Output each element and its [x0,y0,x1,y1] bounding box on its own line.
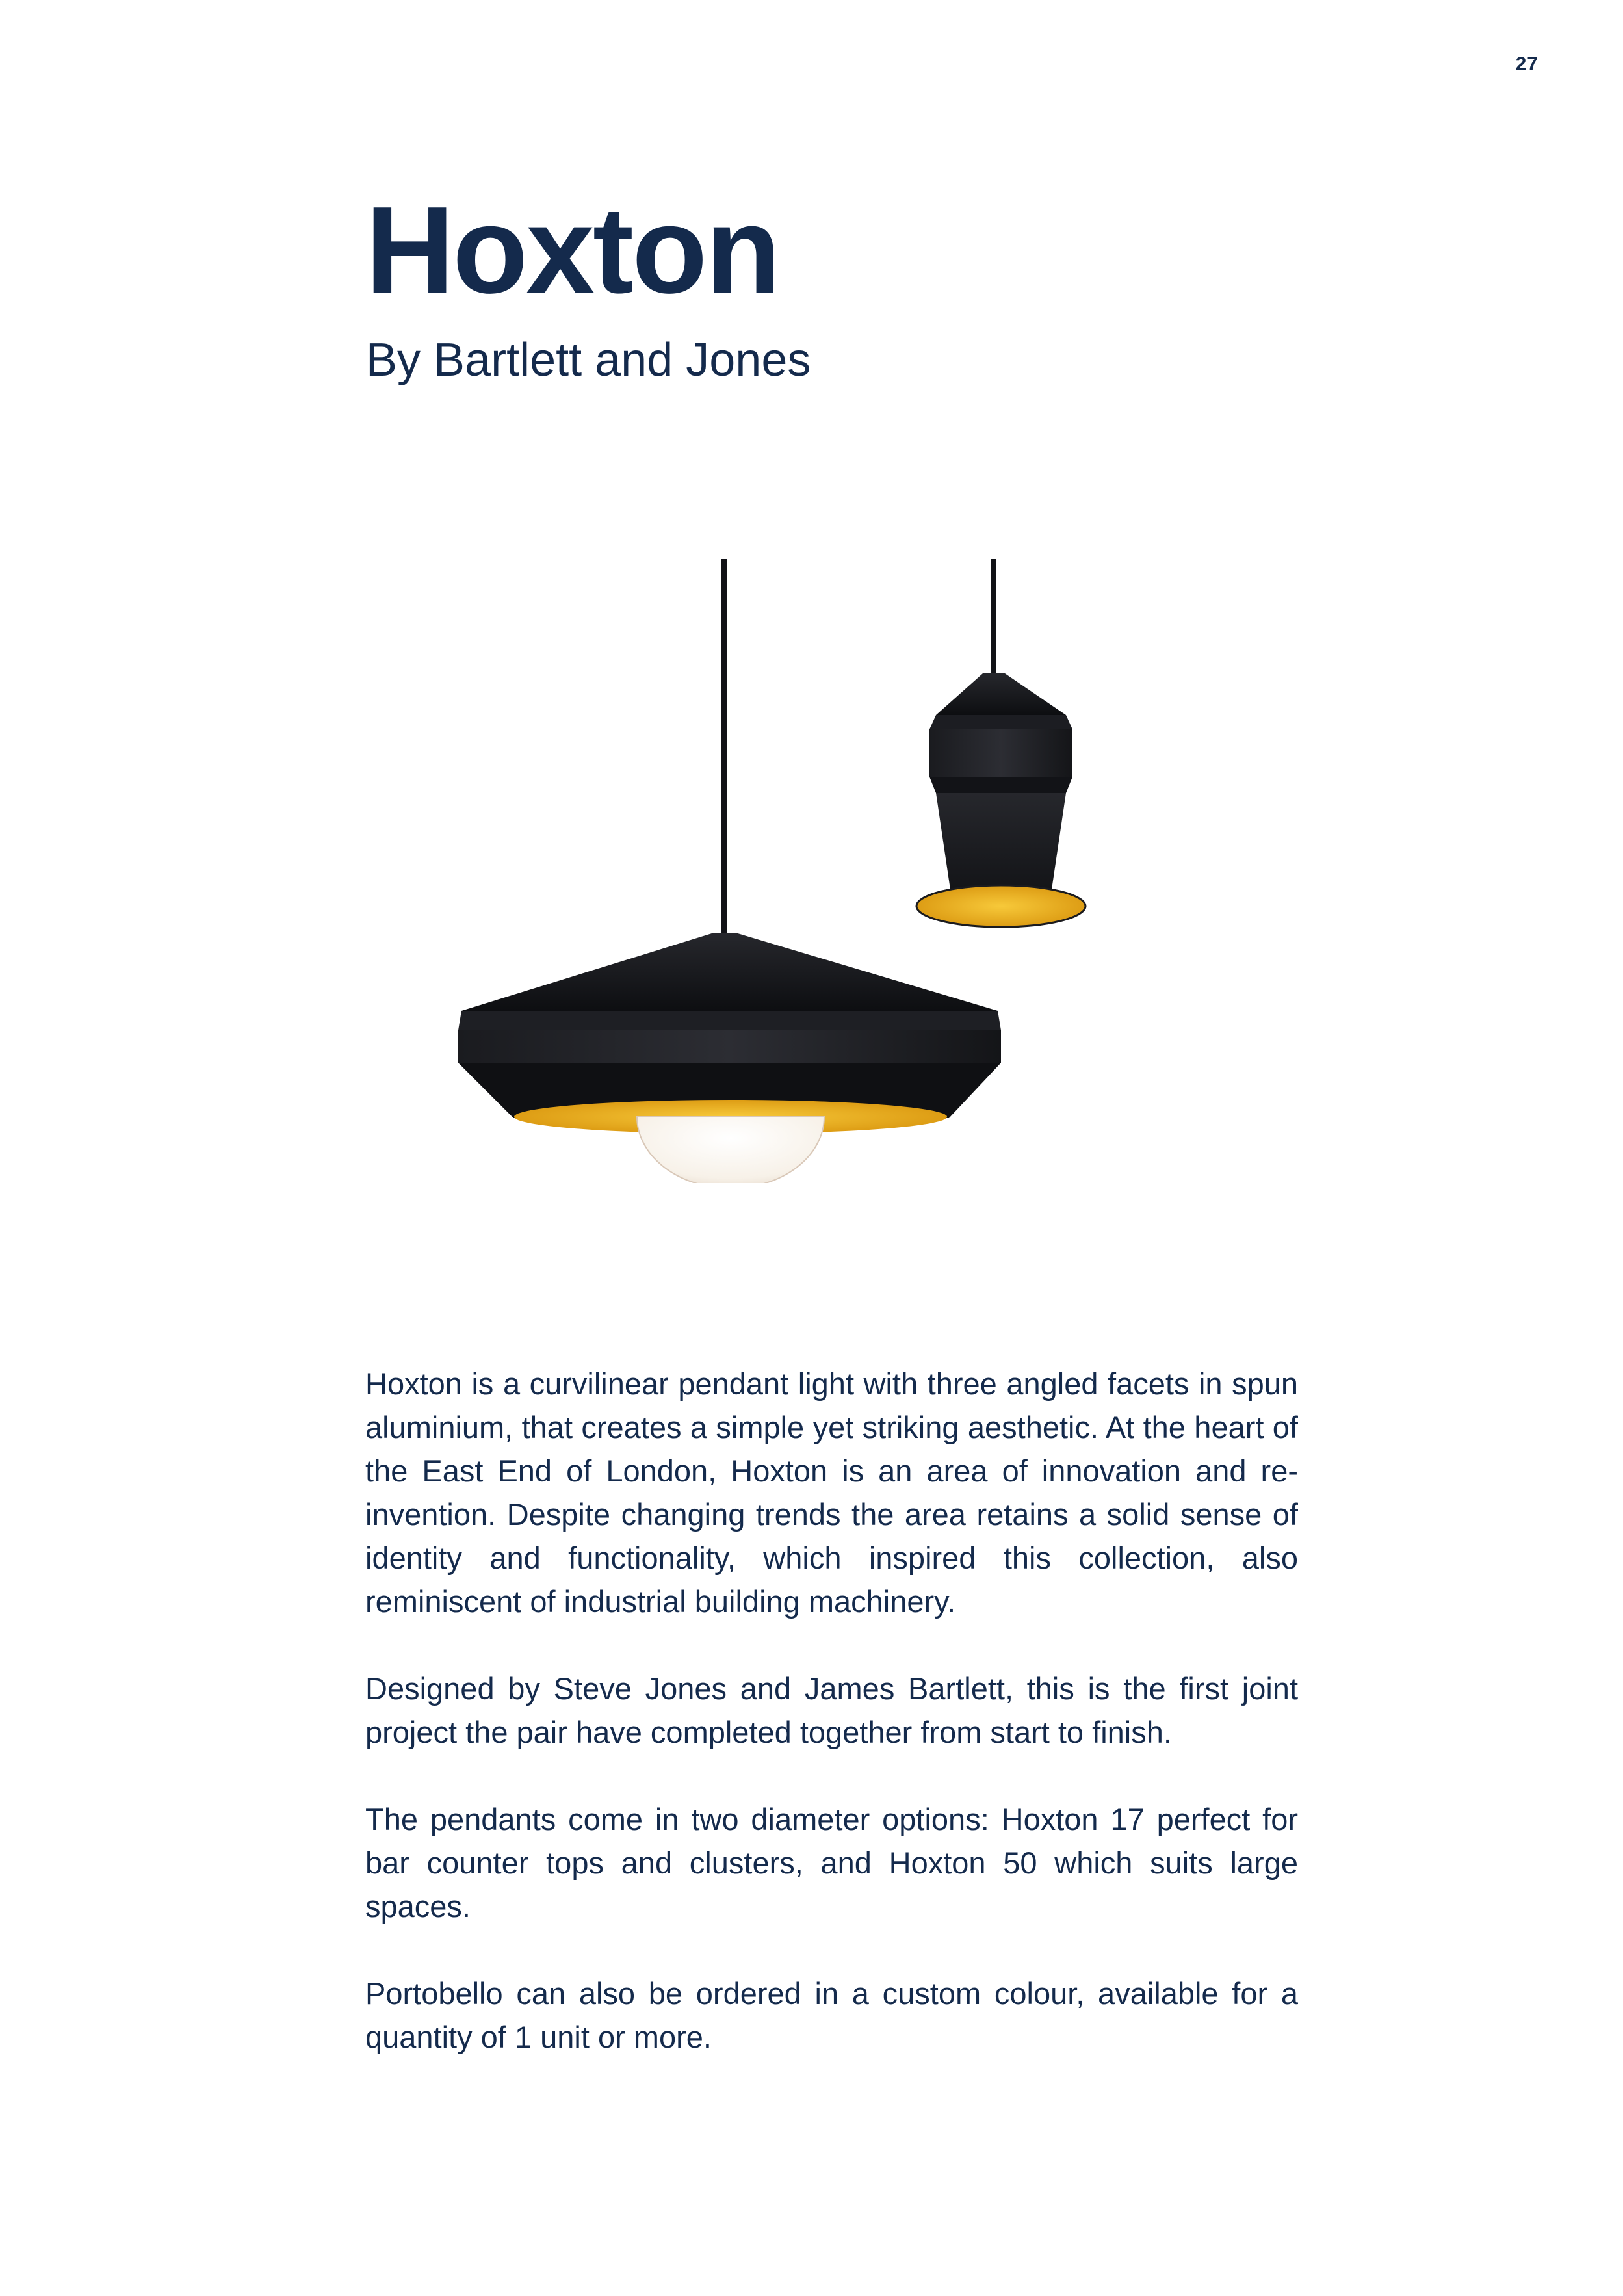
page-subtitle: By Bartlett and Jones [366,334,811,386]
page-number: 27 [1515,53,1539,75]
body-copy [365,1362,1298,2102]
paragraph-sizes: The pendants come in two diameter options: Hoxton 17 perfect for bar counter tops and clusters, and Hoxton 50 which suits large spaces. [365,1802,1298,1924]
large-pendant-icon [458,559,1001,1183]
small-pendant-icon [916,559,1085,927]
paragraph-description: Hoxton is a curvilinear pendant light with three angled facets in spun aluminium, that creates a simple yet striking aesthetic. At the heart of the East End of London, Hoxton is an area of innovation and re-invention. Despite changing trends the area retains a solid sense of identity and functionality, which inspired this collection, also reminiscent of industrial building machinery. [365,1366,1298,1619]
page-title: Hoxton [365,181,779,319]
paragraph-designers: Designed by Steve Jones and James Bartlett, this is the first joint project the pair have completed together from start to finish. [365,1671,1298,1749]
paragraph-custom-colour: Portobello can also be ordered in a custom colour, available for a quantity of 1 unit or more. [365,1976,1298,2054]
pendant-lights-photo [416,559,1111,1183]
